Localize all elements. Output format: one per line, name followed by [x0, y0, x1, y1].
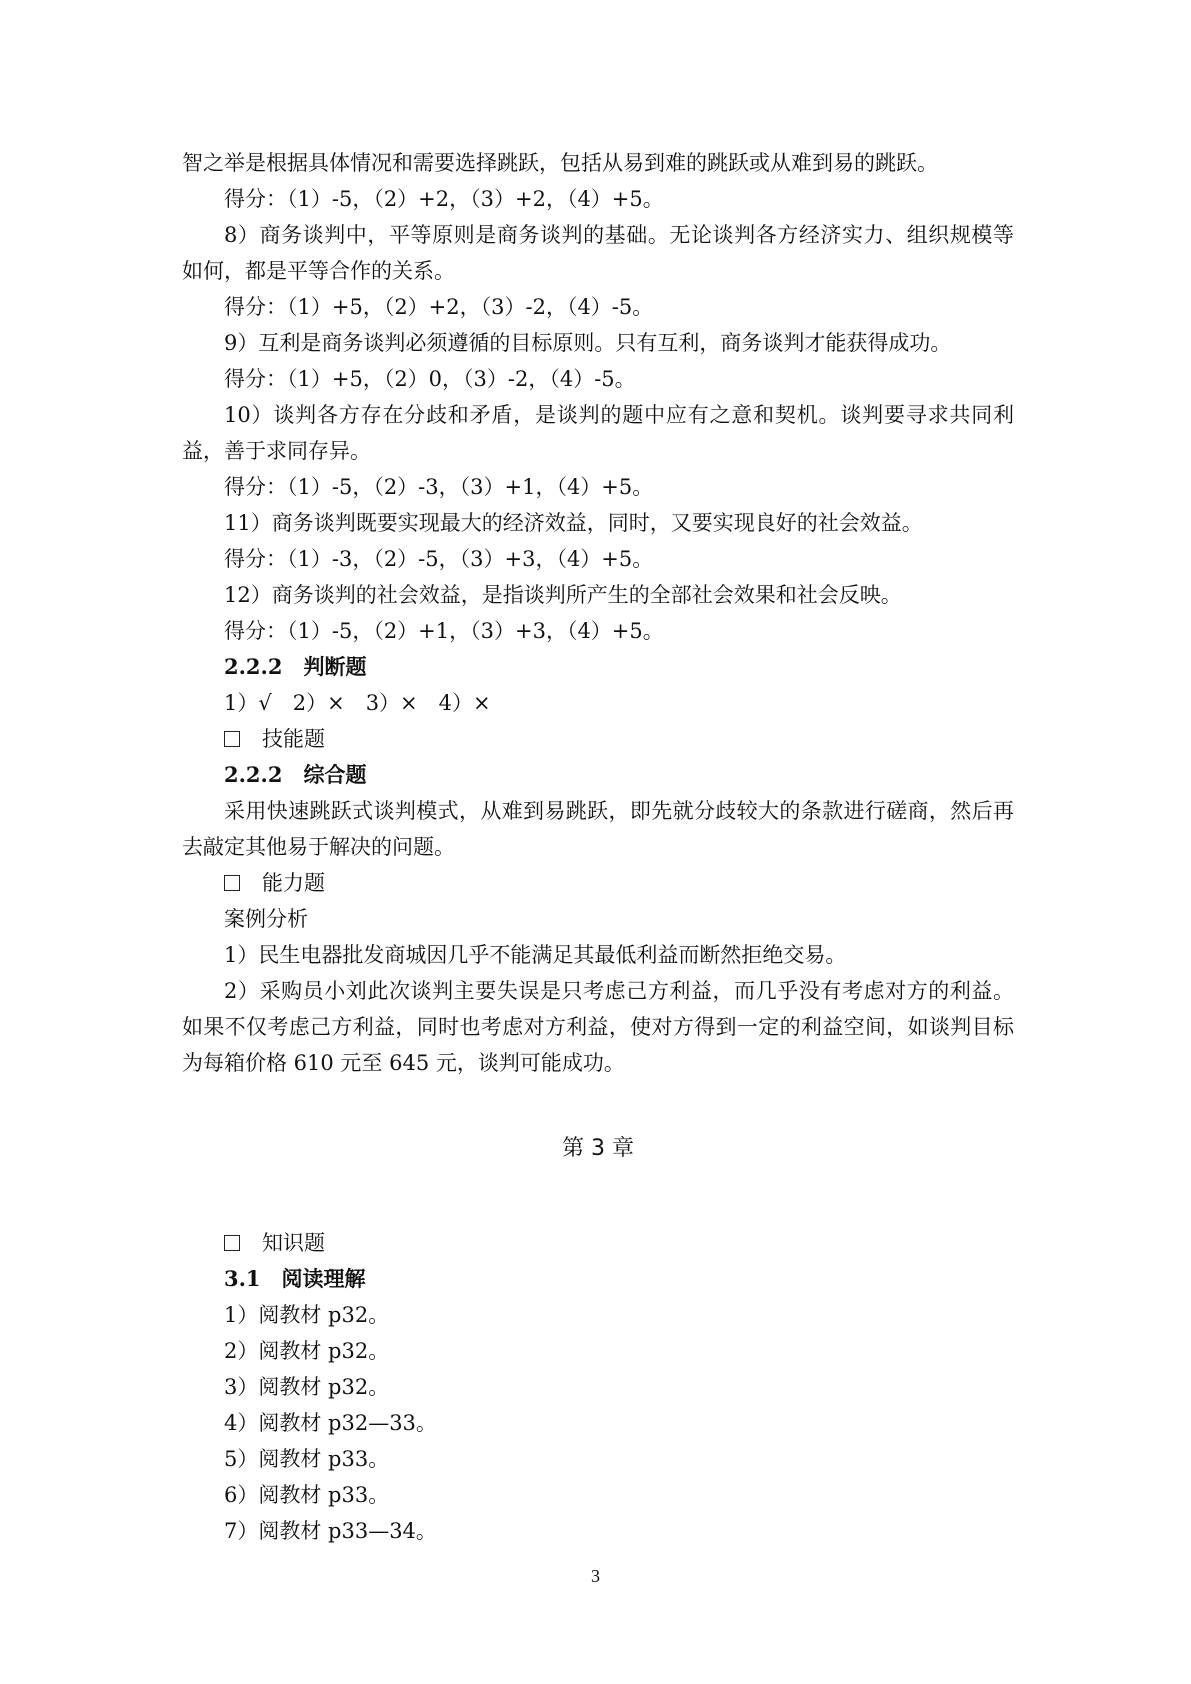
- section-heading: 2.2.2 综合题: [224, 762, 367, 787]
- checkbox-item: [182, 1225, 1014, 1261]
- checkbox-label: 技能题: [262, 727, 325, 751]
- answer-line: 1）√ 2）× 3）× 4）×: [224, 691, 491, 715]
- checkbox-label: 知识题: [262, 1231, 325, 1255]
- paragraph: 采用快速跳跃式谈判模式，从难到易跳跃，即先就分歧较大的条款进行磋商，然后再去敲定其他易于解决的问题。: [182, 799, 1014, 859]
- paragraph: 1）民生电器批发商城因几乎不能满足其最低利益而断然拒绝交易。: [224, 943, 847, 967]
- checkbox-label: 能力题: [262, 871, 325, 895]
- checkbox-item: [182, 865, 1014, 901]
- paragraph: 智之举是根据具体情况和需要选择跳跃，包括从易到难的跳跃或从难到易的跳跃。: [182, 151, 938, 175]
- paragraph: 10）谈判各方存在分歧和矛盾，是谈判的题中应有之意和契机。谈判要寻求共同利益，善于求同存异。: [182, 403, 1014, 463]
- score-line: 得分：（1）-5，（2）-3，（3）+1，（4）+5。: [224, 475, 654, 499]
- paragraph: 12）商务谈判的社会效益，是指谈判所产生的全部社会效果和社会反映。: [224, 583, 902, 607]
- paragraph: 8）商务谈判中，平等原则是商务谈判的基础。无论谈判各方经济实力、组织规模等如何，都是平等合作的关系。: [182, 223, 1014, 283]
- paragraph: 9）互利是商务谈判必须遵循的目标原则。只有互利，商务谈判才能获得成功。: [224, 331, 952, 355]
- score-line: 得分：（1）-5，（2）+2，（3）+2，（4）+5。: [224, 187, 664, 211]
- checkbox-icon: [224, 731, 240, 747]
- score-line: 得分：（1）-3，（2）-5，（3）+3，（4）+5。: [224, 547, 654, 571]
- chapter-title: 第 3 章: [562, 1136, 634, 1161]
- page-content: [182, 145, 1014, 1549]
- section-heading: 2.2.2 判断题: [224, 654, 367, 679]
- list-item: 2）阅教材 p32。: [224, 1339, 390, 1363]
- list-item: 5）阅教材 p33。: [224, 1447, 390, 1471]
- list-item: 3）阅教材 p32。: [224, 1375, 390, 1399]
- paragraph: 案例分析: [224, 907, 308, 931]
- page-number: 3: [591, 1566, 600, 1586]
- spacer: [182, 1167, 1014, 1225]
- section-heading: 3.1 阅读理解: [224, 1266, 366, 1291]
- checkbox-icon: [224, 1235, 240, 1251]
- checkbox-item: [182, 721, 1014, 757]
- paragraph: 11）商务谈判既要实现最大的经济效益，同时，又要实现良好的社会效益。: [224, 511, 923, 535]
- list-item: 4）阅教材 p32—33。: [224, 1411, 437, 1435]
- list-item: 7）阅教材 p33—34。: [224, 1519, 437, 1543]
- score-line: 得分：（1）+5，（2）+2，（3）-2，（4）-5。: [224, 295, 654, 319]
- score-line: 得分：（1）-5，（2）+1，（3）+3，（4）+5。: [224, 619, 664, 643]
- paragraph: 2）采购员小刘此次谈判主要失误是只考虑己方利益，而几乎没有考虑对方的利益。如果不仅考虑己方利益，同时也考虑对方利益，使对方得到一定的利益空间，如谈判目标为每箱价格 610 元至 645 元，谈判可能成功。: [182, 979, 1014, 1075]
- checkbox-icon: [224, 875, 240, 891]
- score-line: 得分：（1）+5，（2）0，（3）-2，（4）-5。: [224, 367, 636, 391]
- list-item: 1）阅教材 p32。: [224, 1303, 390, 1327]
- list-item: 6）阅教材 p33。: [224, 1483, 390, 1507]
